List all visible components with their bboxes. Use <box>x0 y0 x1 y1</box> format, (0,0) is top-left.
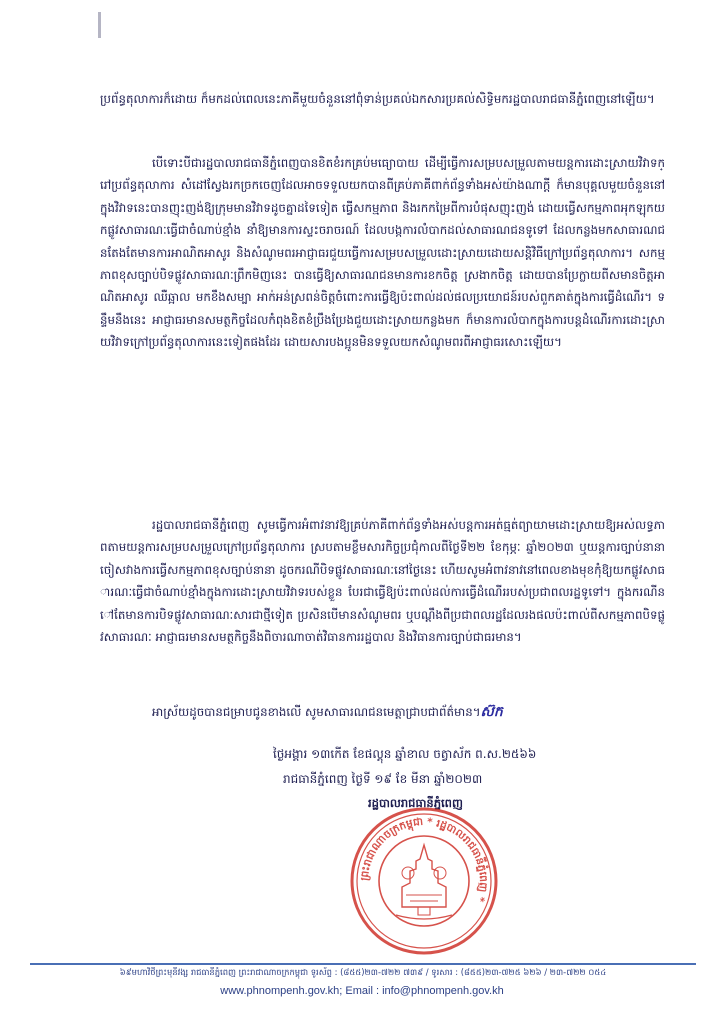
signatory-title: រដ្ឋបាលរាជធានីភ្នំពេញ <box>368 796 463 810</box>
closing-text: អាស្រ័យដូចបានជម្រាបជូនខាងលើ សូមសាធារណជនមេត្តាជ្រាបជាព័ត៌មាន។ <box>152 705 481 719</box>
paragraph-continuation: ប្រព័ន្ធតុលាការក៏ដោយ ក៏មកដល់ពេលនេះភាគីមួយចំនួននៅពុំទាន់ប្រគល់ឯកសារប្រគល់សិទ្ធិមករដ្ឋបាលរាជធានីភ្នំពេញនៅឡើយ។ <box>100 92 655 106</box>
paragraph-situation: បើទោះបីជារដ្ឋបាលរាជធានីភ្នំពេញបានខិតខំរកគ្រប់មធ្យោបាយ ដើម្បីធ្វើការសម្របសម្រួលតាមយន្តការដោះស្រាយវិវាទក្រៅប្រព័ន្ធតុលាការ សំដៅស្វែងរកច្រកចេញដែលអាចទទួលយកបានពីគ្រប់ភាគីពាក់ព័ន្ធទាំងអស់យ៉ាងណាក្តី ក៏មានបុគ្គលមួយចំនួននៅក្នុងវិវាទនេះបានញុះញង់ឱ្យក្រុមមានវិវាទដូចគ្នាដទៃទៀត ធ្វើសកម្មភាព និងរកកម្រៃពីការបំផុសញុះញង់ ដោយធ្វើសកម្មភាពអុកឡុកយកផ្លូវសាធារណៈធ្វើជាចំណាប់ខ្មាំង នាំឱ្យមានការស្ទះចរាចរណ៍ ដែលបង្កការលំបាកដល់សាធារណជនទូទៅ ដែលកន្លងមកសាធារណជនតែងតែមានការអាណិតអាសូរ និងសំណូមពរអាជ្ញាធរជួយធ្វើការសម្របសម្រួលដោះស្រាយដោយសន្តិវិធីក្រៅប្រព័ន្ធតុលាការ។ សកម្មភាពខុសច្បាប់បិទផ្លូវសាធារណៈព្រឹកមិញនេះ បានធ្វើឱ្យសាធារណជនមានការខកចិត្ត ស្រងាកចិត្ត ដោយបានប្រែក្លាយពីសមានចិត្តអាណិតអាសូរ ឈឺឆ្អាល មកខឹងសម្បា អាក់អន់ស្រពន់ចិត្តចំពោះការធ្វើឱ្យប៉ះពាល់ដល់ផលប្រយោជន៍របស់ពួកគាត់ក្នុងការធ្វើដំណើរ។ ទន្ទឹមនឹងនេះ អាជ្ញាធរមានសមត្ថកិច្ចដែលកំពុងខិតខំប្រឹងប្រែងជួយដោះស្រាយកន្លងមក ក៏មានការលំបាកក្នុងការបន្តដំណើរការដោះស្រាយវិវាទក្រៅប្រព័ន្ធតុលាការនេះទៀតផងដែរ ដោយសារបងប្អូនមិនទទួលយកសំណូមពរពីអាជ្ញាធរសោះឡើយ។ <box>100 156 665 350</box>
paragraph-closing <box>100 701 665 723</box>
footer-divider <box>30 963 696 965</box>
footer-address: ៦៩មហាវិថីព្រះមុនីវង្ស រាជធានីភ្នំពេញ ព្រះរាជាណាចក្រកម្ពុជា ទូរស័ព្ទ : (៨៥៥)២៣-៧២២ ៧៣៩ / ទូរសារ : (៨៥៥)២៣-៧២៥ ៦២៦ / ២៣-៧២២ ០៥៤ <box>119 967 607 977</box>
lunar-date: ថ្ងៃអង្គារ ១៣កើត ខែផល្គុន ឆ្នាំខាល ចត្វាស័ក ព.ស.២៥៦៦ <box>273 747 537 761</box>
official-seal-stamp <box>346 803 502 959</box>
scan-mark <box>98 12 101 38</box>
solar-date: រាជធានីភ្នំពេញ ថ្ងៃទី ១៩ ខែ មីនា ឆ្នាំ២០២៣ <box>283 772 483 786</box>
handwritten-initial: ស៊ក <box>480 704 503 720</box>
seal-outer-text: ព្រះរាជាណាចក្រកម្ពុជា * រដ្ឋបាលរាជធានីភ្នំពេញ * <box>358 815 490 904</box>
svg-text:ព្រះរាជាណាចក្រកម្ពុជា * រដ្ឋបា <box>359 816 491 904</box>
footer-contact: www.phnompenh.gov.kh; Email : info@phnompenh.gov.kh <box>220 985 504 997</box>
paragraph-appeal: រដ្ឋបាលរាជធានីភ្នំពេញ សូមធ្វើការអំពាវនាវឱ្យគ្រប់ភាគីពាក់ព័ន្ធទាំងអស់បន្តការអត់ធ្មត់ព្យាយាមដោះស្រាយឱ្យអស់លទ្ធភាពតាមយន្តការសម្របសម្រួលក្រៅប្រព័ន្ធតុលាការ ស្របតាមខ្លឹមសារកិច្ចប្រជុំកាលពីថ្ងៃទី២២ ខែកុម្ភៈ ឆ្នាំ២០២៣ ឬយន្តការច្បាប់នានា ចៀសវាងការធ្វើសកម្មភាពខុសច្បាប់នានា ដូចករណីបិទផ្លូវសាធារណៈនៅថ្ងៃនេះ ហើយសូមអំពាវនាវនៅពេលខាងមុខកុំឱ្យយកផ្លូវសាធារណៈធ្វើជាចំណាប់ខ្មាំងក្នុងការដោះស្រាយវិវាទរបស់ខ្លួន បែរជាធ្វើឱ្យប៉ះពាល់ដល់ការធ្វើដំណើររបស់ប្រជាពលរដ្ឋទូទៅ។ ក្នុងករណីនៅតែមានការបិទផ្លូវសាធារណៈសារជាថ្មីទៀត ប្រសិនបើមានសំណូមពរ ឬបណ្តឹងពីប្រជាពលរដ្ឋដែលរងផលប៉ះពាល់ពីសកម្មភាពបិទផ្លូវសាធារណៈ អាជ្ញាធរមានសមត្ថកិច្ចនឹងពិចារណាចាត់វិធានការរដ្ឋបាល និងវិធានការច្បាប់ជាធរមាន។ <box>100 518 665 645</box>
